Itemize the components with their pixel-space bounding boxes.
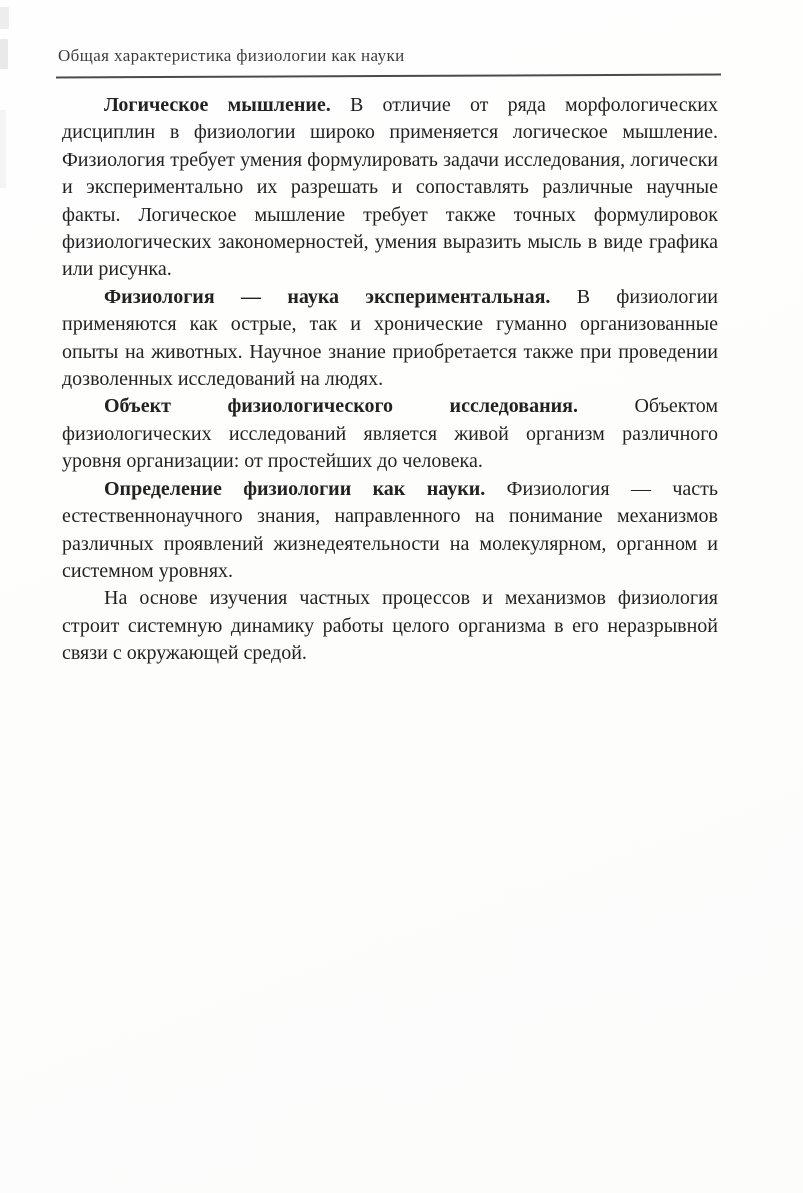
- paragraph-text: На основе изучения частных процессов и механизмов физиология строит системную динамику работы целого организма в его неразрывной связи с окружающей средой.: [62, 587, 718, 665]
- paragraph-lead: Физиология — наука экспериментальная.: [104, 285, 551, 308]
- page-body: [62, 92, 718, 668]
- paragraph-text: В отличие от ряда морфологических дисциплин в физиологии широко применяется логическое мышление. Физиология требует умения формулировать задачи исследования, логически и экспериментально их разрешать и сопоставлять различные научные факты. Логическое мышление требует также точных формулировок физиологических закономерностей, умения выразить мысль в виде графика или рисунка.: [62, 94, 718, 281]
- paragraph-text: Объектом физиологических исследований является живой организм различного уровня организации: от простейших до человека.: [62, 395, 718, 473]
- paragraph-lead: Объект физиологического исследования.: [104, 395, 578, 418]
- paragraph-system-dynamics: [62, 585, 718, 667]
- paragraph-experimental-science: [62, 284, 718, 394]
- paragraph-lead: Определение физиологии как науки.: [104, 477, 486, 500]
- header-rule: [56, 74, 721, 79]
- paragraph-research-object: [62, 393, 718, 475]
- running-header-title: Общая характеристика физиологии как науки: [58, 46, 405, 65]
- paragraph-lead: Логическое мышление.: [104, 94, 331, 116]
- paragraph-text: В физиологии применяются как острые, так и хронические гуманно организованные опыты на животных. Научное знание приобретается также при проведении дозволенных исследований на людях.: [62, 285, 719, 391]
- running-header: [58, 46, 405, 66]
- scan-artifact-mark: [0, 39, 8, 69]
- paragraph-text: Физиология — часть естественнонаучного знания, направленного на понимание механизмов различных проявлений жизнедеятельности на молекулярном, органном и системном уровнях.: [62, 477, 718, 582]
- paragraph-logical-thinking: [62, 92, 718, 284]
- paragraph-definition: [62, 476, 718, 586]
- scan-artifact-mark: [0, 7, 9, 29]
- scan-artifact-mark: [0, 110, 6, 188]
